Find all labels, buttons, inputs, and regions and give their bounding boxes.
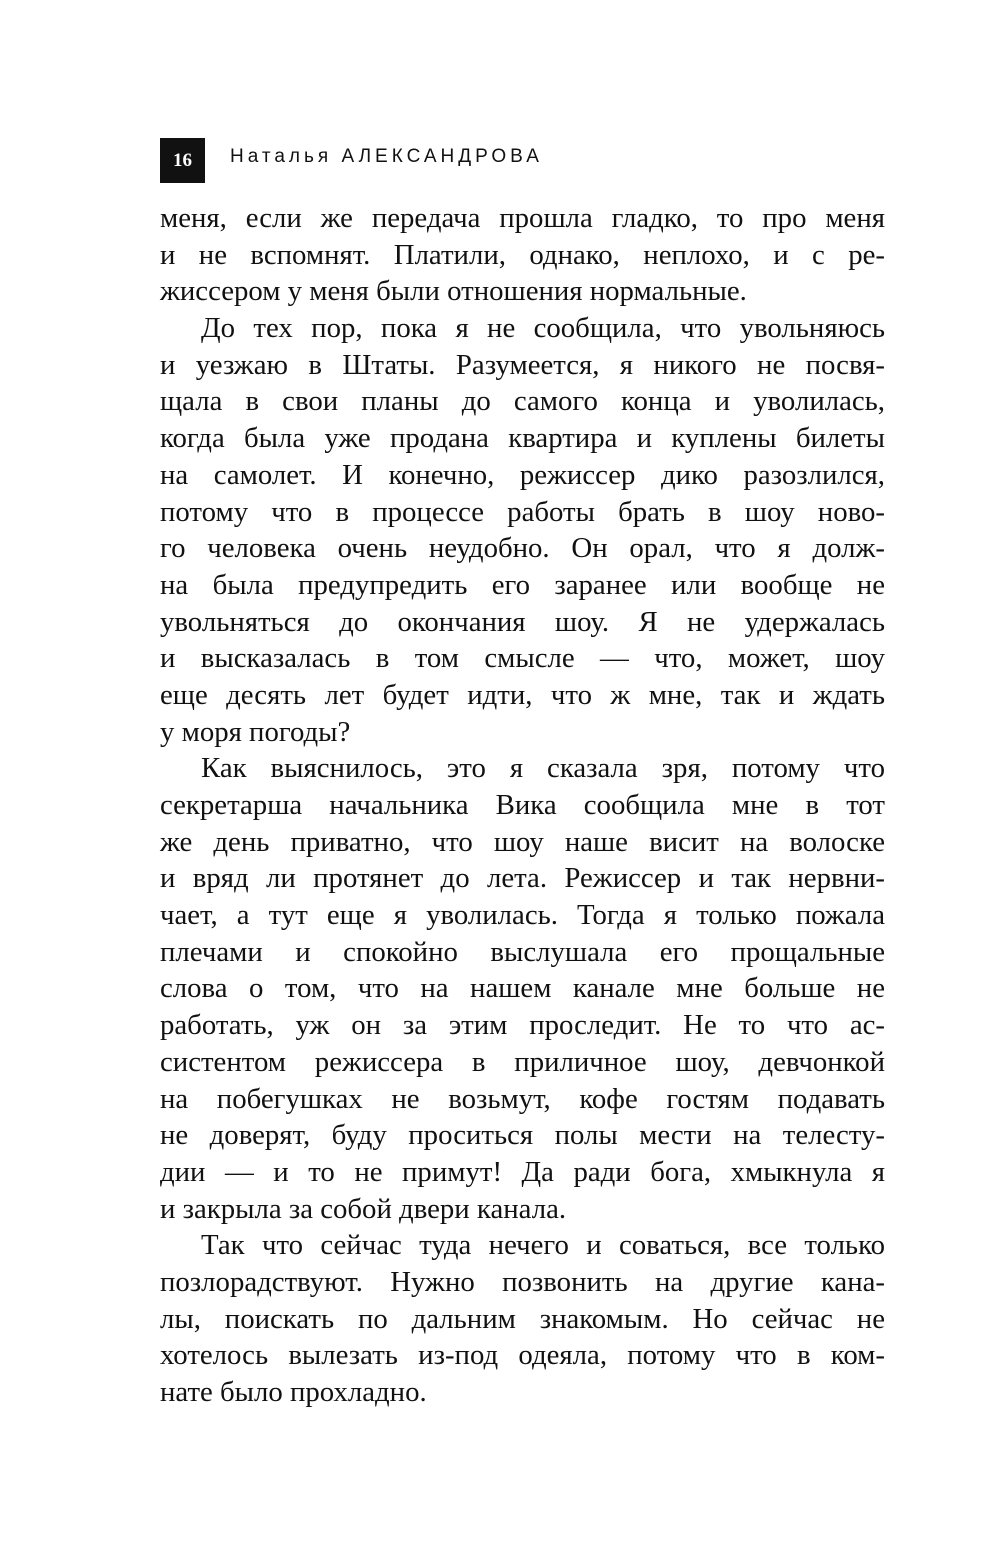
text-line: и закрыла за собой двери канала. — [160, 1192, 567, 1225]
text-line: и не вспомнят. Платили, однако, неплохо, и с ре- — [160, 238, 885, 271]
text-line: чает, а тут еще я уволилась. Тогда я только пожала — [160, 899, 885, 932]
text-line: Как выяснилось, это я сказала зря, потому что — [201, 752, 885, 785]
text-line: хотелось вылезать из-под одеяла, потому что в ком- — [160, 1339, 885, 1372]
text-line: позлорадствуют. Нужно позвонить на другие кана- — [160, 1265, 885, 1298]
text-line: слова о том, что на нашем канале мне больше не — [160, 972, 885, 1005]
text-line: щала в свои планы до самого конца и уволилась, — [160, 385, 885, 418]
text-line: на была предупредить его заранее или вообще не — [160, 568, 885, 601]
text-line: у моря погоды? — [160, 715, 351, 748]
text-line: увольняться до окончания шоу. Я не удержалась — [160, 605, 885, 638]
text-line: и высказалась в том смысле — что, может, шоу — [160, 642, 885, 675]
text-line: систентом режиссера в приличное шоу, девчонкой — [160, 1045, 885, 1078]
text-line: нате было прохладно. — [160, 1376, 427, 1408]
text-line: не доверят, буду проситься полы мести на телесту- — [160, 1119, 885, 1152]
text-line: же день приватно, что шоу наше висит на волоске — [160, 825, 885, 858]
text-line: плечами и спокойно выслушала его прощальные — [160, 935, 885, 968]
text-line: секретарша начальника Вика сообщила мне в тот — [160, 789, 885, 821]
text-line: лы, поискать по дальним знакомым. Но сейчас не — [160, 1302, 885, 1335]
text-line: меня, если же передача прошла гладко, то про меня — [160, 202, 885, 234]
text-line: еще десять лет будет идти, что ж мне, так и ждать — [160, 678, 885, 711]
text-line: Так что сейчас туда нечего и соваться, все только — [201, 1229, 885, 1262]
body-text — [160, 200, 885, 1411]
text-line: и уезжаю в Штаты. Разумеется, я никого не посвя- — [160, 348, 885, 381]
text-line: жиссером у меня были отношения нормальные. — [160, 275, 747, 308]
text-line: До тех пор, пока я не сообщила, что увольняюсь — [201, 312, 885, 345]
running-head: Наталья АЛЕКСАНДРОВА — [230, 146, 543, 167]
text-line: и вряд ли протянет до лета. Режиссер и так нервни- — [160, 862, 885, 895]
text-line: дии — и то не примут! Да ради бога, хмыкнула я — [160, 1155, 885, 1188]
text-line: когда была уже продана квартира и куплены билеты — [160, 422, 885, 455]
text-line: работать, уж он за этим проследит. Не то что ас- — [160, 1009, 885, 1042]
text-line: на побегушках не возьмут, кофе гостям подавать — [160, 1082, 885, 1115]
text-line: потому что в процессе работы брать в шоу ново- — [160, 495, 885, 528]
page-number: 16 — [160, 138, 205, 183]
text-line: на самолет. И конечно, режиссер дико разозлился, — [160, 458, 885, 491]
page-header — [160, 138, 860, 183]
text-line: го человека очень неудобно. Он орал, что я долж- — [160, 532, 885, 565]
